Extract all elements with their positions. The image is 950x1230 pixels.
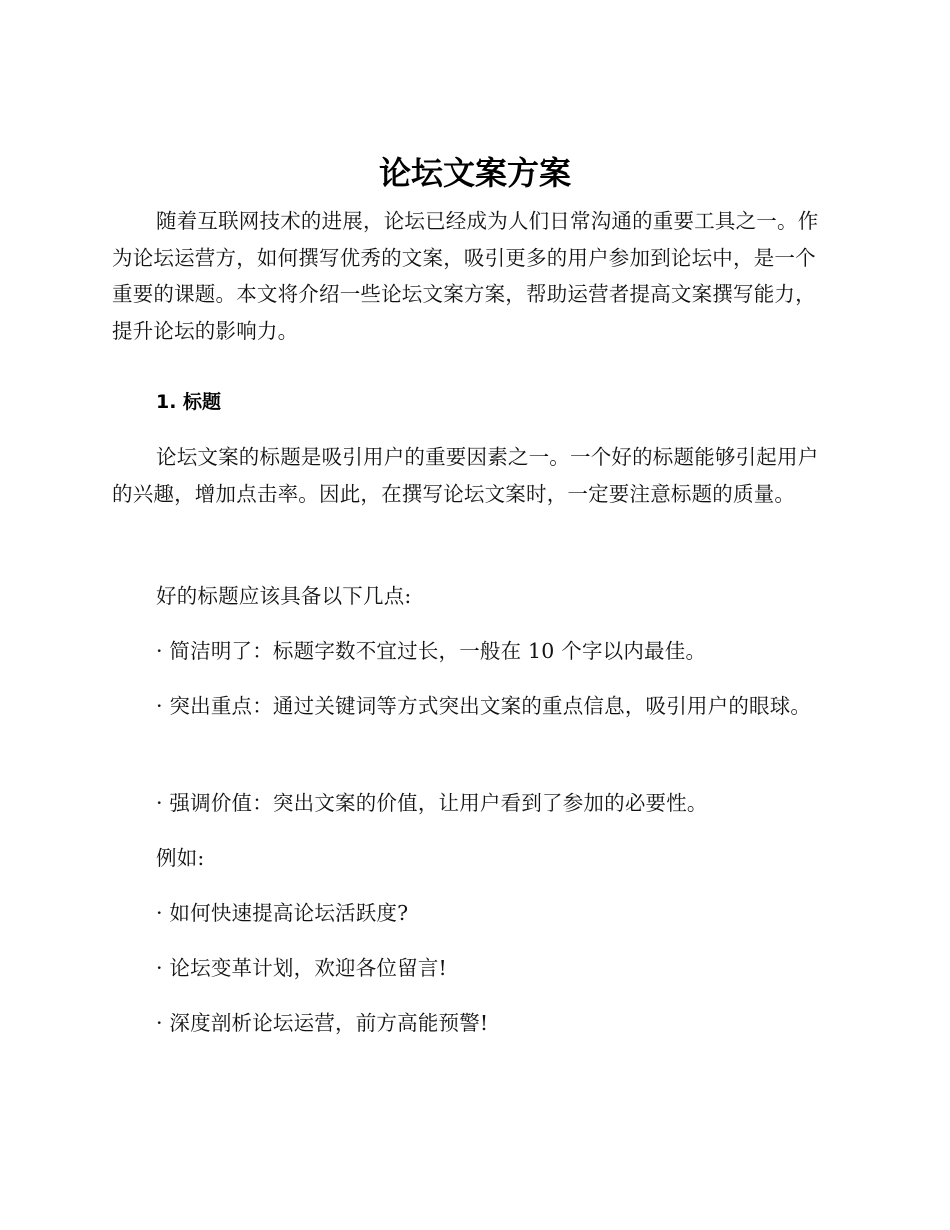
- criteria-item: · 简洁明了：标题字数不宜过长，一般在 10 个字以内最佳。: [156, 639, 707, 663]
- example-item: · 深度剖析论坛运营，前方高能预警!: [156, 1011, 489, 1035]
- example-item: · 论坛变革计划，欢迎各位留言!: [156, 956, 447, 980]
- criteria-item: · 强调价值：突出文案的价值，让用户看到了参加的必要性。: [156, 791, 708, 815]
- example-item: · 如何快速提高论坛活跃度?: [156, 901, 409, 925]
- example-label: 例如:: [156, 846, 205, 870]
- document-title: 论坛文案方案: [378, 154, 571, 192]
- criteria-intro: 好的标题应该具备以下几点:: [156, 584, 412, 608]
- section-heading: 1. 标题: [156, 391, 222, 413]
- intro-paragraph: 随着互联网技术的进展，论坛已经成为人们日常沟通的重要工具之一。作为论坛运营方，如何撰写优秀的文案，吸引更多的用户参加到论坛中，是一个重要的课题。本文将介绍一些论坛文案方案，帮助运营者提高文案撰写能力，提升论坛的影响力。: [112, 209, 819, 343]
- criteria-item: · 突出重点：通过关键词等方式突出文案的重点信息，吸引用户的眼球。: [156, 694, 812, 718]
- section-paragraph: 论坛文案的标题是吸引用户的重要因素之一。一个好的标题能够引起用户的兴趣，增加点击率。因此，在撰写论坛文案时，一定要注意标题的质量。: [112, 445, 819, 506]
